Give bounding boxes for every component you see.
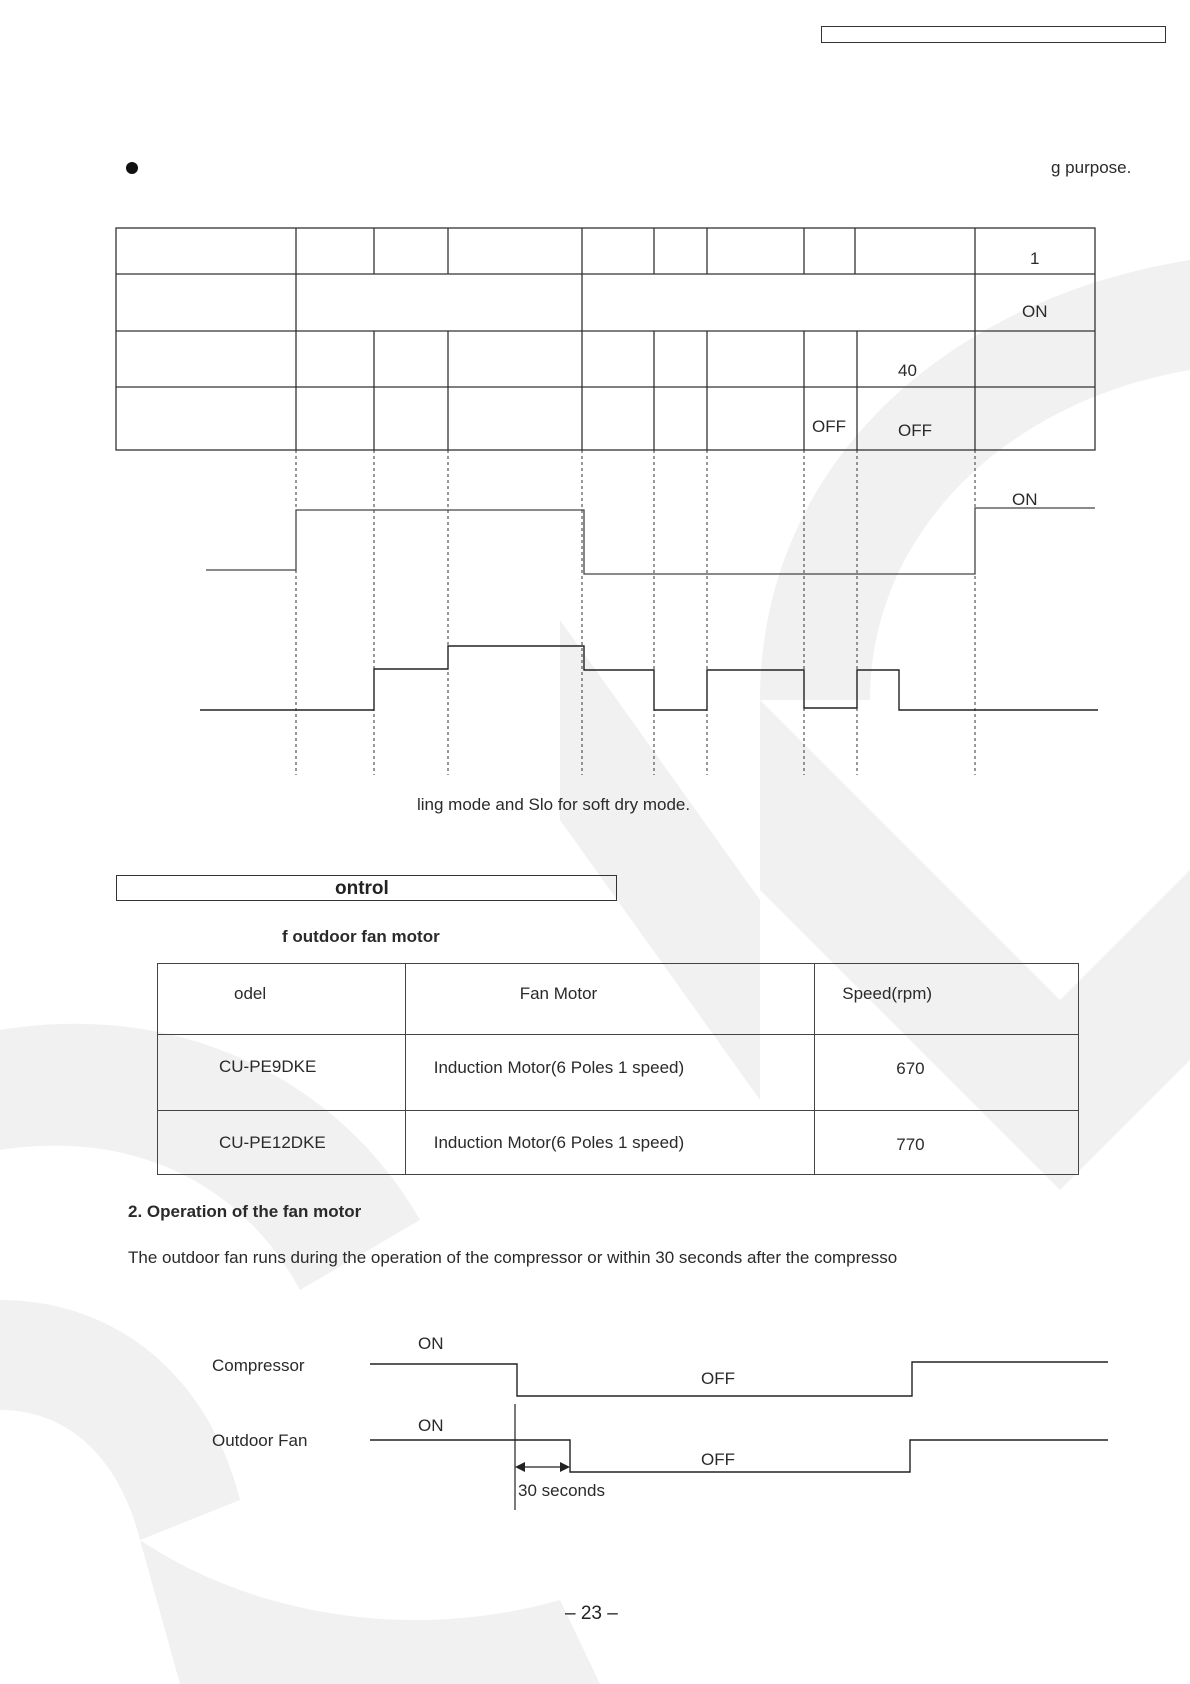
timing-row2-on-label: ON [1022,302,1048,321]
page-number: – 23 – [565,1603,618,1624]
table-cell: Induction Motor(6 Poles 1 speed) [405,1035,815,1111]
outdoor-fan-trace [370,1440,1108,1472]
timing-dotted-lines [296,450,975,775]
outdoor-fan-off-label: OFF [701,1450,735,1469]
compressor-label: Compressor [212,1356,305,1375]
table-row [158,1111,1079,1175]
timing-row3-label: 40 [898,361,917,380]
subheading: f outdoor fan motor [282,927,440,946]
table-cell: Induction Motor(6 Poles 1 speed) [405,1111,815,1175]
delay-label: 30 seconds [518,1481,605,1500]
compressor-on-label: ON [418,1334,444,1353]
intro-text-fragment: g purpose. [1051,158,1132,177]
table-header-cell: Speed(rpm) [815,964,1079,1035]
table-cell: CU-PE12DKE [158,1111,406,1175]
table-header-cell: Fan Motor [405,964,815,1035]
outdoor-fan-label: Outdoor Fan [212,1431,308,1450]
compressor-off-label: OFF [701,1369,735,1388]
section-title-box [116,875,617,901]
timing-trace-upper [206,508,1095,574]
table-cell: 770 [815,1111,1079,1175]
delay-arrow-right-head [560,1462,570,1472]
timing-row4-off-label-a: OFF [812,417,846,436]
timing-table-grid [116,228,1095,450]
table-row [158,1035,1079,1111]
outdoor-fan-on-label: ON [418,1416,444,1435]
timing-row1-label: 1 [1030,249,1040,268]
table-cell: CU-PE9DKE [158,1035,406,1111]
timing-note-fragment: ling mode and Slo for soft dry mode. [417,795,691,814]
operation-heading: 2. Operation of the fan motor [128,1202,362,1221]
table-header-row [158,964,1079,1035]
section-title: ontrol [335,878,389,899]
compressor-trace [370,1362,1108,1396]
table-header-cell: odel [158,964,406,1035]
operation-description: The outdoor fan runs during the operation of the compressor or within 30 seconds after the compresso [128,1248,898,1267]
timing-trace-on-label: ON [1012,490,1038,509]
timing-trace-lower [200,646,1098,710]
delay-arrow-left-head [515,1462,525,1472]
table-cell: 670 [815,1035,1079,1111]
timing-row4-off-label-b: OFF [898,421,932,440]
fan-motor-table [157,963,1079,1175]
